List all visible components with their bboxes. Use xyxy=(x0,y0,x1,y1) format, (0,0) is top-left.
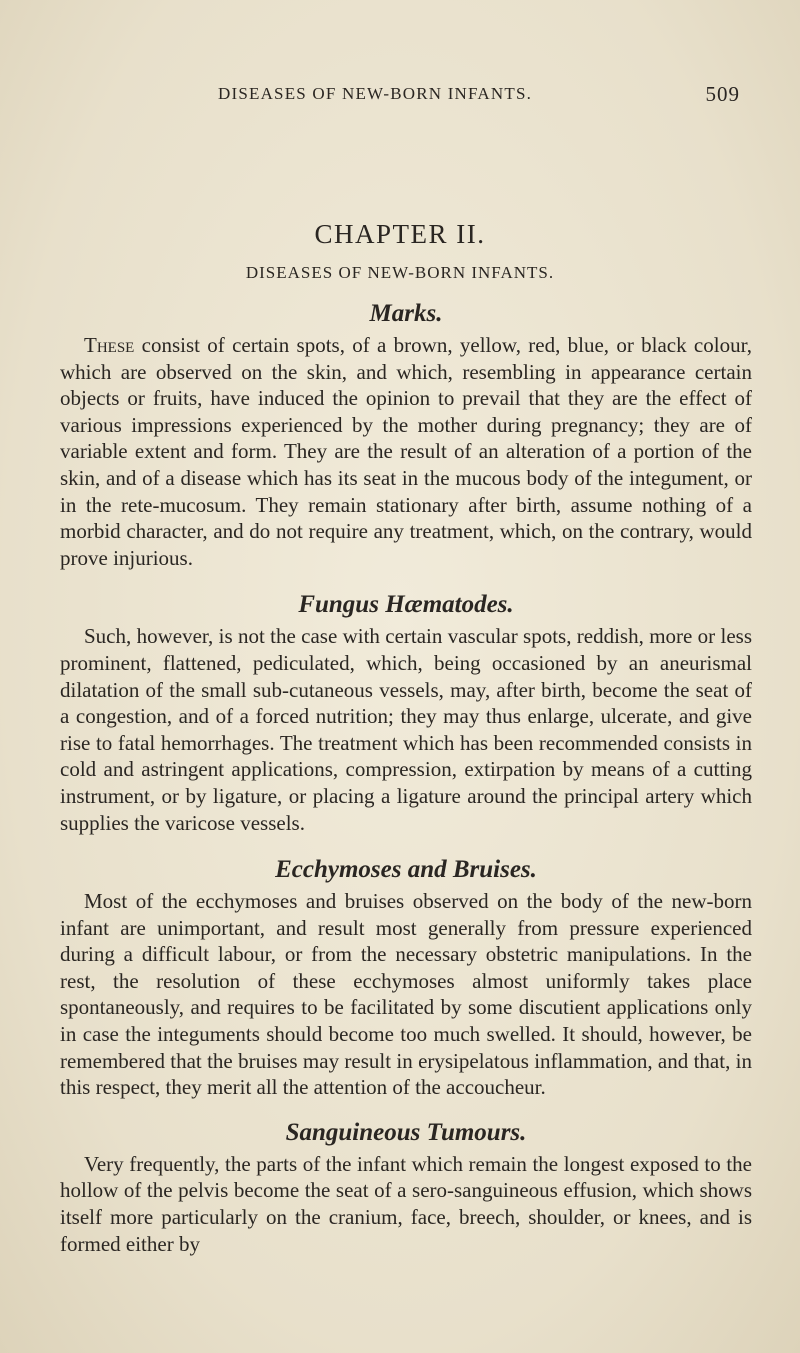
paragraph-ecchymoses: Most of the ecchymoses and bruises observed on the body of the new-born infant are unimportant, and result most generally from pressure experienced during a difficult labour, or from the necessary obstetric manipulations. In the rest, the resolution of these ecchymoses almost uniformly takes place spontaneously, and requires to be facilitated by some discutient applications only in case the integuments should become too much swelled. It should, however, be remembered that the bruises may result in erysipelatous inflammation, and that, in this respect, they merit all the attention of the accoucheur. xyxy=(60,889,752,1100)
paragraph-text: consist of certain spots, of a brown, yellow, red, blue, or black colour, which are observed on the skin, and which, resembling in appearance certain objects or fruits, have induced the opinion to prevail that they are the effect of various impressions experienced by the mother during pregnancy; they are of variable extent and form. They are the result of an alteration of a portion of the skin, and of a disease which has its seat in the mucous body of the integument, or in the rete-mucosum. They remain stationary after birth, assume nothing of a morbid character, and do not require any treatment, which, on the contrary, would prove injurious. xyxy=(60,333,752,570)
section-heading-fungus-haematodes: Fungus Hæmatodes. xyxy=(298,591,514,619)
chapter-title: CHAPTER II. xyxy=(314,219,486,249)
paragraph-fungus-haematodes: Such, however, is not the case with certain vascular spots, reddish, more or less prominent, flattened, pediculated, which, being occasioned by an aneurismal dilatation of the small sub-cutaneous vessels, may, after birth, become the seat of a congestion, and of a forced nutrition; they may thus enlarge, ulcerate, and give rise to fatal hemorrhages. The treatment which has been recommended consists in cold and astringent applications, compression, extirpation by means of a cutting instrument, or by ligature, or placing a ligature around the principal artery which supplies the varicose vessels. xyxy=(60,624,752,835)
paragraph-sanguineous-tumours: Very frequently, the parts of the infant which remain the longest exposed to the hollow of the pelvis become the seat of a sero-sanguineous effusion, which shows itself more particularly on the cranium, face, breech, shoulder, or knees, and is formed either by xyxy=(60,1151,752,1256)
page-number: 509 xyxy=(705,82,740,106)
lead-word: These xyxy=(84,333,135,357)
running-head-title: DISEASES OF NEW-BORN INFANTS. xyxy=(218,84,533,103)
running-head xyxy=(218,84,740,104)
paragraph-marks xyxy=(60,332,752,571)
chapter-subtitle: DISEASES OF NEW-BORN INFANTS. xyxy=(245,263,555,282)
section-heading-sanguineous-tumours: Sanguineous Tumours. xyxy=(285,1118,527,1146)
section-heading-marks: Marks. xyxy=(369,300,443,327)
body-text xyxy=(60,296,752,1257)
section-heading-ecchymoses: Ecchymoses and Bruises. xyxy=(275,856,537,884)
